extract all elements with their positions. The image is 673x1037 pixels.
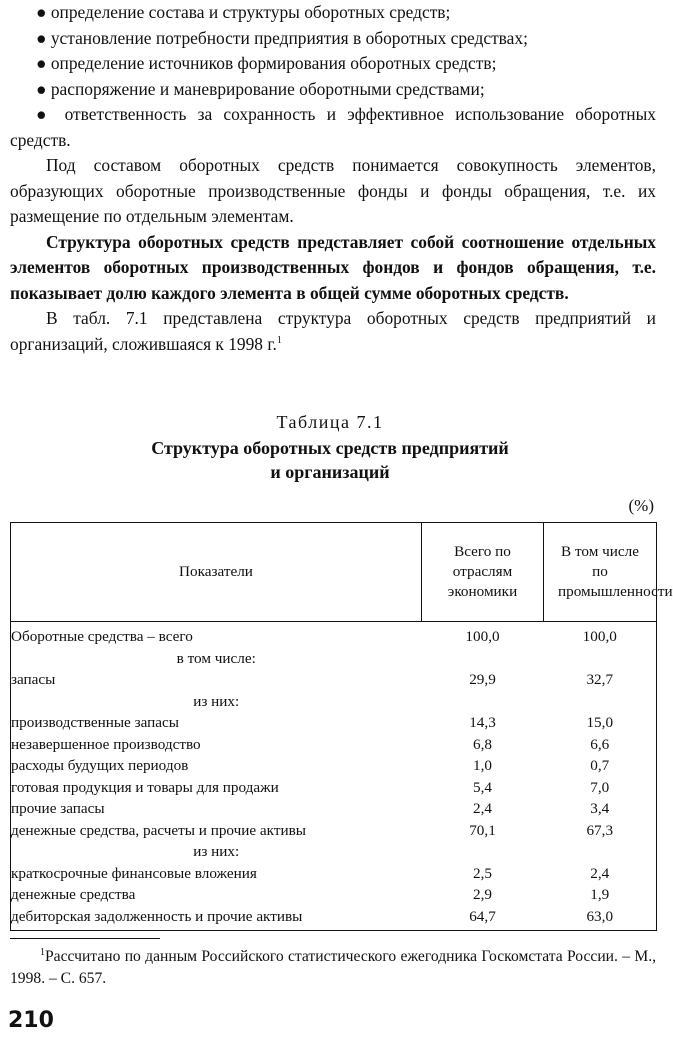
header-indicator: Показатели xyxy=(11,523,422,622)
row-total: 64,7 xyxy=(469,907,496,925)
table-row xyxy=(11,622,657,648)
row-label: денежные средства xyxy=(11,886,136,903)
footnote xyxy=(10,946,656,990)
table-row xyxy=(11,863,657,885)
footnote-divider xyxy=(10,938,160,939)
table-number: Таблица 7.1 xyxy=(276,412,384,432)
footnote-mark: 1 xyxy=(276,334,282,346)
row-industry: 2,4 xyxy=(590,864,610,882)
row-industry: 0,7 xyxy=(590,757,610,774)
row-industry: 7,0 xyxy=(590,778,610,796)
row-industry: 100,0 xyxy=(582,628,617,645)
bullet-item: ● распоряжение и маневрирование оборотными средствами; xyxy=(36,78,485,99)
table-title-line: и организаций xyxy=(270,462,390,482)
bullet-item: ● установление потребности предприятия в оборотных средствах; xyxy=(36,27,528,48)
row-industry: 67,3 xyxy=(586,821,614,839)
row-total xyxy=(422,691,544,713)
row-industry: 1,9 xyxy=(590,886,610,903)
row-label: из них: xyxy=(193,843,240,860)
paragraph-structure-definition: Структура оборотных средств представляет собой соотношение отдельных элементов оборотных производственных фондов и фондов обращения, т.е. показывает долю каждого элемента в общей сумме оборотных средств. xyxy=(10,231,656,303)
table-row xyxy=(11,669,657,691)
row-industry xyxy=(544,691,657,713)
table-title-line: Структура оборотных средств предприятий xyxy=(151,438,509,458)
table-row xyxy=(11,755,657,777)
row-industry xyxy=(544,648,657,670)
table-row xyxy=(11,798,657,820)
table-unit: (%) xyxy=(628,496,654,515)
row-industry xyxy=(544,841,657,863)
bullet-list xyxy=(10,0,656,357)
bullet-item: ● ответственность за сохранность и эффективное использование оборотных средств. xyxy=(10,104,656,150)
paragraph-table-reference xyxy=(10,306,656,357)
table-row xyxy=(11,777,657,799)
table-row xyxy=(11,648,657,670)
table-row xyxy=(11,712,657,734)
row-label: денежные средства, расчеты и прочие активы xyxy=(11,821,306,839)
row-total: 2,9 xyxy=(473,886,492,903)
row-total xyxy=(422,648,544,670)
row-total: 2,4 xyxy=(473,800,492,817)
table-row xyxy=(11,884,657,906)
table-row xyxy=(11,820,657,842)
row-label: из них: xyxy=(193,692,240,710)
table-row xyxy=(11,691,657,713)
row-total: 14,3 xyxy=(469,714,496,731)
row-industry: 6,6 xyxy=(590,735,610,753)
row-label: в том числе: xyxy=(176,649,256,667)
row-total: 70,1 xyxy=(469,821,496,839)
structure-table xyxy=(10,522,673,931)
table-row xyxy=(11,841,657,863)
footnote-text: Рассчитано по данным Российского статистического ежегодника Госкомстата России. – М., 1998. – С. 657. xyxy=(10,948,656,987)
row-label: готовая продукция и товары для продажи xyxy=(11,778,279,796)
header-industry: В том числе по промышленности xyxy=(544,523,657,622)
footnote-number: 1 xyxy=(40,946,45,958)
row-label: краткосрочные финансовые вложения xyxy=(11,864,257,882)
row-label: незавершенное производство xyxy=(11,735,201,753)
table-header-row xyxy=(11,523,657,622)
row-total: 29,9 xyxy=(469,671,496,688)
bullet-item: ● определение состава и структуры оборотных средств; xyxy=(36,2,451,22)
row-label: расходы будущих периодов xyxy=(11,757,189,774)
row-total: 6,8 xyxy=(473,735,492,753)
row-industry: 63,0 xyxy=(586,907,614,925)
row-total: 1,0 xyxy=(473,757,492,774)
row-label: запасы xyxy=(11,671,56,688)
row-label: дебиторская задолженность и прочие активы xyxy=(11,907,303,925)
row-label: прочие запасы xyxy=(11,800,105,817)
header-total: Всего по отраслям экономики xyxy=(422,523,544,622)
table-row xyxy=(11,906,657,931)
row-industry: 15,0 xyxy=(586,714,614,731)
row-label: Оборотные средства – всего xyxy=(11,628,193,645)
table-row xyxy=(11,734,657,756)
row-industry: 32,7 xyxy=(586,671,614,688)
row-total: 100,0 xyxy=(465,628,500,645)
page-number: 210 xyxy=(8,1008,54,1033)
row-label: производственные запасы xyxy=(11,714,179,731)
table-title xyxy=(0,436,660,484)
row-total xyxy=(422,841,544,863)
row-total: 2,5 xyxy=(473,864,492,882)
bullet-item: ● определение источников формирования оборотных средств; xyxy=(36,53,497,73)
row-total: 5,4 xyxy=(473,778,492,796)
paragraph-composition: Под составом оборотных средств понимается совокупность элементов, образующих оборотные производственные фонды и фонды обращения, т.е. их размещение по отдельным элементам. xyxy=(10,155,656,226)
row-industry: 3,4 xyxy=(590,800,610,817)
paragraph-table-reference-text: В табл. 7.1 представлена структура оборотных средств предприятий и организаций, сложившаяся к 1998 г. xyxy=(10,308,656,354)
